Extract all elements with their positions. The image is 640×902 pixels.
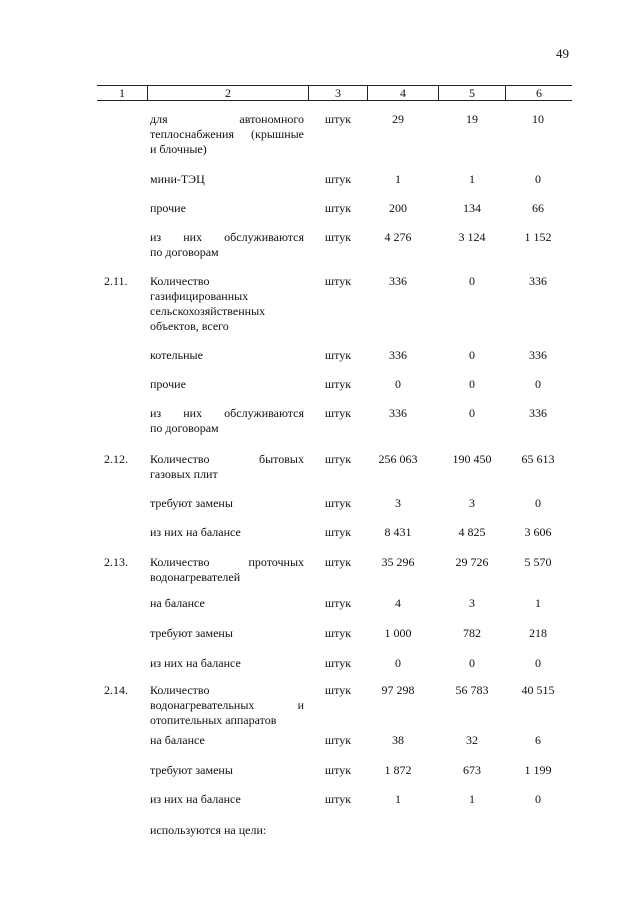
row-value-col-5: 3 xyxy=(469,496,475,510)
row-unit: штук xyxy=(324,656,352,670)
row-value-col-4: 336 xyxy=(389,348,407,362)
row-value-col-5: 3 124 xyxy=(458,230,486,244)
row-name-line: из них на балансе xyxy=(150,792,241,806)
row-name-line: котельные xyxy=(150,348,203,362)
row-unit: штук xyxy=(324,792,352,806)
row-value-col-4: 336 xyxy=(389,406,407,420)
row-name-line: на балансе xyxy=(150,596,205,610)
row-unit: штук xyxy=(324,626,352,640)
row-name xyxy=(150,348,304,363)
row-value-col-6: 0 xyxy=(535,172,541,186)
row-value-col-4: 336 xyxy=(389,274,407,288)
row-name-line: из них обслуживаются xyxy=(150,230,304,244)
row-name xyxy=(150,823,304,838)
row-unit: штук xyxy=(324,555,352,569)
row-value-col-4: 0 xyxy=(395,656,401,670)
row-name-line: водонагревателей xyxy=(150,570,241,584)
row-name-line: сельскохозяйственных xyxy=(150,304,266,318)
row-value-col-6: 1 152 xyxy=(524,230,552,244)
row-value-col-6: 0 xyxy=(535,792,541,806)
row-name-line: требуют замены xyxy=(150,626,233,640)
row-value-col-5: 4 825 xyxy=(458,525,486,539)
row-value-col-5: 0 xyxy=(469,274,475,288)
row-value-col-5: 673 xyxy=(463,763,481,777)
row-value-col-6: 0 xyxy=(535,496,541,510)
row-value-col-4: 38 xyxy=(392,733,404,747)
row-name xyxy=(150,626,304,641)
header-col-6: 6 xyxy=(536,86,542,100)
row-name-line: прочие xyxy=(150,377,186,391)
header-col-1: 1 xyxy=(119,86,125,100)
row-value-col-4: 4 276 xyxy=(384,230,412,244)
row-name xyxy=(150,112,304,157)
row-value-col-6: 336 xyxy=(529,406,547,420)
row-value-col-5: 3 xyxy=(469,596,475,610)
row-name xyxy=(150,230,304,260)
row-unit: штук xyxy=(324,172,352,186)
row-name xyxy=(150,496,304,511)
row-value-col-6: 1 xyxy=(535,596,541,610)
row-number: 2.13. xyxy=(104,555,128,569)
row-name-line: Количество xyxy=(150,683,210,697)
row-name xyxy=(150,733,304,748)
row-name-line: и блочные) xyxy=(150,142,207,156)
header-col-5: 5 xyxy=(469,86,475,100)
row-value-col-5: 0 xyxy=(469,406,475,420)
row-name-line: отопительных аппаратов xyxy=(150,713,277,727)
row-name xyxy=(150,596,304,611)
row-name-line: Количество бытовых xyxy=(150,452,304,466)
row-value-col-6: 218 xyxy=(529,626,547,640)
row-value-col-6: 1 199 xyxy=(524,763,552,777)
row-unit: штук xyxy=(324,112,352,126)
row-name-line: водонагревательных и xyxy=(150,698,304,712)
row-name-line: прочие xyxy=(150,201,186,215)
row-name-line: для автономного xyxy=(150,112,304,126)
row-name-line: на балансе xyxy=(150,733,205,747)
row-name-line: объектов, всего xyxy=(150,319,229,333)
row-value-col-4: 97 298 xyxy=(381,683,415,697)
row-value-col-5: 0 xyxy=(469,656,475,670)
row-number: 2.12. xyxy=(104,452,128,466)
row-value-col-6: 6 xyxy=(535,733,541,747)
row-value-col-6: 10 xyxy=(532,112,544,126)
row-value-col-5: 782 xyxy=(463,626,481,640)
row-value-col-6: 66 xyxy=(532,201,544,215)
row-unit: штук xyxy=(324,763,352,777)
row-unit: штук xyxy=(324,230,352,244)
row-value-col-4: 35 296 xyxy=(381,555,415,569)
row-name xyxy=(150,656,304,671)
row-unit: штук xyxy=(324,348,352,362)
row-value-col-5: 29 726 xyxy=(455,555,489,569)
row-unit: штук xyxy=(324,496,352,510)
row-name-line: из них обслуживаются xyxy=(150,406,304,420)
row-value-col-6: 65 613 xyxy=(521,452,555,466)
row-name xyxy=(150,406,304,436)
row-value-col-4: 0 xyxy=(395,377,401,391)
row-value-col-5: 56 783 xyxy=(455,683,489,697)
row-unit: штук xyxy=(324,596,352,610)
row-value-col-6: 5 570 xyxy=(524,555,552,569)
table-header xyxy=(97,85,572,101)
row-value-col-6: 336 xyxy=(529,348,547,362)
row-name-line: газифицированных xyxy=(150,289,249,303)
row-value-col-5: 1 xyxy=(469,792,475,806)
row-value-col-5: 134 xyxy=(463,201,481,215)
row-name xyxy=(150,763,304,778)
row-name-line: Количество проточных xyxy=(150,555,304,569)
row-name-line: требуют замены xyxy=(150,496,233,510)
row-value-col-6: 3 606 xyxy=(524,525,552,539)
row-name-line: используются на цели: xyxy=(150,823,267,837)
row-unit: штук xyxy=(324,406,352,420)
row-name-line: газовых плит xyxy=(150,467,218,481)
row-value-col-4: 8 431 xyxy=(384,525,412,539)
row-value-col-5: 0 xyxy=(469,377,475,391)
row-name xyxy=(150,683,304,728)
row-value-col-6: 40 515 xyxy=(521,683,555,697)
row-unit: штук xyxy=(324,452,352,466)
row-unit: штук xyxy=(324,377,352,391)
row-value-col-5: 0 xyxy=(469,348,475,362)
row-value-col-5: 32 xyxy=(466,733,478,747)
row-name xyxy=(150,792,304,807)
row-name xyxy=(150,172,304,187)
row-value-col-5: 19 xyxy=(466,112,478,126)
row-name xyxy=(150,452,304,482)
row-name-line: по договорам xyxy=(150,421,219,435)
row-value-col-6: 0 xyxy=(535,656,541,670)
row-name xyxy=(150,201,304,216)
row-name xyxy=(150,555,304,585)
header-col-4: 4 xyxy=(400,86,406,100)
row-value-col-4: 3 xyxy=(395,496,401,510)
page-number: 49 xyxy=(556,46,569,61)
row-name-line: мини-ТЭЦ xyxy=(150,172,205,186)
row-name-line: из них на балансе xyxy=(150,525,241,539)
row-name xyxy=(150,377,304,392)
row-unit: штук xyxy=(324,683,352,697)
row-name xyxy=(150,525,304,540)
row-value-col-6: 0 xyxy=(535,377,541,391)
header-col-3: 3 xyxy=(335,86,341,100)
row-number: 2.11. xyxy=(104,274,128,288)
row-name-line: Количество xyxy=(150,274,210,288)
row-value-col-6: 336 xyxy=(529,274,547,288)
header-col-2: 2 xyxy=(225,86,231,100)
row-name-line: из них на балансе xyxy=(150,656,241,670)
row-unit: штук xyxy=(324,274,352,288)
row-value-col-4: 1 xyxy=(395,172,401,186)
row-value-col-4: 29 xyxy=(392,112,404,126)
row-number: 2.14. xyxy=(104,683,128,697)
row-unit: штук xyxy=(324,525,352,539)
row-unit: штук xyxy=(324,733,352,747)
row-unit: штук xyxy=(324,201,352,215)
row-value-col-5: 1 xyxy=(469,172,475,186)
row-name xyxy=(150,274,304,334)
row-value-col-4: 1 872 xyxy=(384,763,412,777)
row-value-col-4: 1 xyxy=(395,792,401,806)
row-value-col-5: 190 450 xyxy=(452,452,492,466)
row-value-col-4: 4 xyxy=(395,596,401,610)
row-name-line: теплоснабжения (крышные xyxy=(150,127,304,141)
row-name-line: требуют замены xyxy=(150,763,233,777)
row-name-line: по договорам xyxy=(150,245,219,259)
row-value-col-4: 1 000 xyxy=(384,626,412,640)
row-value-col-4: 256 063 xyxy=(378,452,418,466)
row-value-col-4: 200 xyxy=(389,201,407,215)
